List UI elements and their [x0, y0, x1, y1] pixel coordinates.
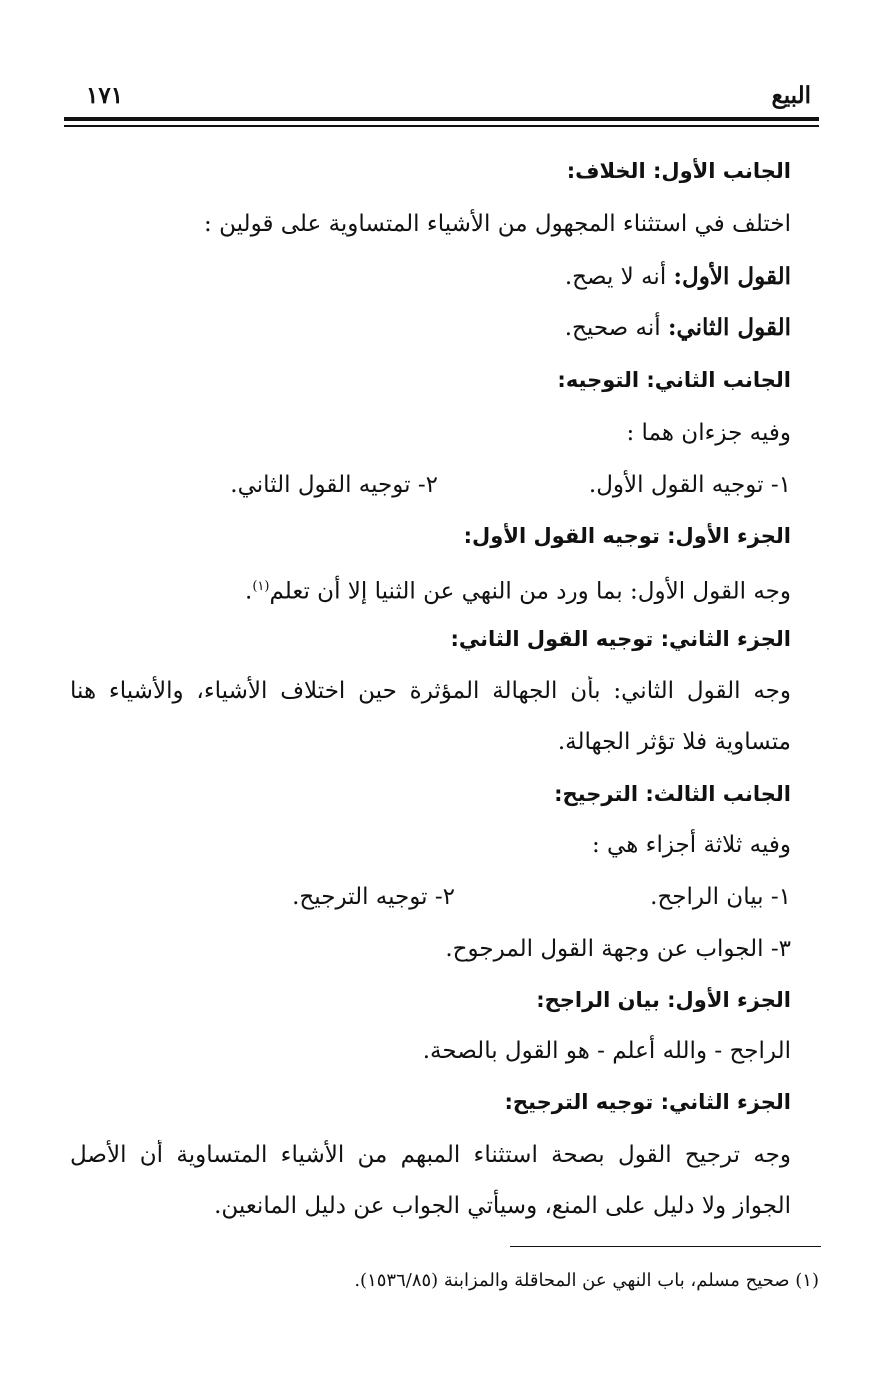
preferred-text: الراجح - والله أعلم - هو القول بالصحة.: [422, 1038, 791, 1064]
footnote-separator: [510, 1246, 821, 1247]
justify-first-body: وجه القول الأول: بما ورد من النهي عن الثنيا إلا أن تعلم: [269, 578, 791, 605]
part-heading-justify-first: الجزء الأول: توجيه القول الأول:: [463, 524, 791, 548]
section-heading-preference: الجانب الثالث: الترجيح:: [554, 782, 791, 806]
section-heading-justification: الجانب الثاني: التوجيه:: [557, 368, 791, 392]
opinion-one-label: القول الأول:: [673, 263, 791, 290]
part-heading-justify-second: الجزء الثاني: توجيه القول الثاني:: [450, 627, 791, 651]
preference-intro: وفيه ثلاثة أجزاء هي :: [591, 832, 791, 858]
justification-item-2: ٢- توجيه القول الثاني.: [230, 472, 438, 498]
part-heading-justify-preference: الجزء الثاني: توجيه الترجيح:: [504, 1090, 791, 1114]
opinion-two: [565, 313, 791, 343]
preference-item-2: ٢- توجيه الترجيح.: [292, 884, 455, 910]
section-heading-disagreement: الجانب الأول: الخلاف:: [566, 159, 791, 183]
justify-preference-line-2: الجواز ولا دليل على المنع، وسيأتي الجواب عن دليل المانعين.: [214, 1193, 791, 1219]
opinion-two-label: القول الثاني:: [667, 314, 791, 341]
footnote: (١) صحيح مسلم، باب النهي عن المحاقلة والمزابنة (١٥٣٦/٨٥).: [354, 1270, 819, 1291]
justify-first-text: [245, 572, 791, 607]
justification-intro: وفيه جزءان هما :: [626, 420, 791, 446]
chapter-title: البيع: [771, 82, 811, 109]
header-rule-thick: [64, 117, 819, 121]
paragraph-intro: اختلف في استثناء المجهول من الأشياء المتساوية على قولين :: [204, 211, 791, 237]
header-rule-thin: [64, 125, 819, 127]
preference-item-1: ١- بيان الراجح.: [650, 884, 791, 910]
justify-second-line-2: متساوية فلا تؤثر الجهالة.: [557, 729, 791, 755]
justify-second-line-1: وجه القول الثاني: بأن الجهالة المؤثرة حين اختلاف الأشياء، والأشياء هنا: [70, 678, 791, 704]
page-number: ١٧١: [86, 82, 124, 109]
justify-preference-line-1: وجه ترجيح القول بصحة استثناء المبهم من الأشياء المتساوية أن الأصل: [70, 1142, 791, 1168]
preference-item-3: ٣- الجواب عن وجهة القول المرجوح.: [445, 936, 791, 962]
part-heading-preferred: الجزء الأول: بيان الراجح:: [536, 988, 791, 1012]
footnote-ref[interactable]: (١): [252, 579, 270, 594]
opinion-one-text: أنه لا يصح.: [564, 264, 674, 290]
opinion-two-text: أنه صحيح.: [564, 315, 668, 341]
page-header: [64, 82, 819, 116]
opinion-one: [565, 262, 791, 292]
justification-item-1: ١- توجيه القول الأول.: [588, 472, 791, 498]
justify-first-end: .: [245, 578, 253, 605]
